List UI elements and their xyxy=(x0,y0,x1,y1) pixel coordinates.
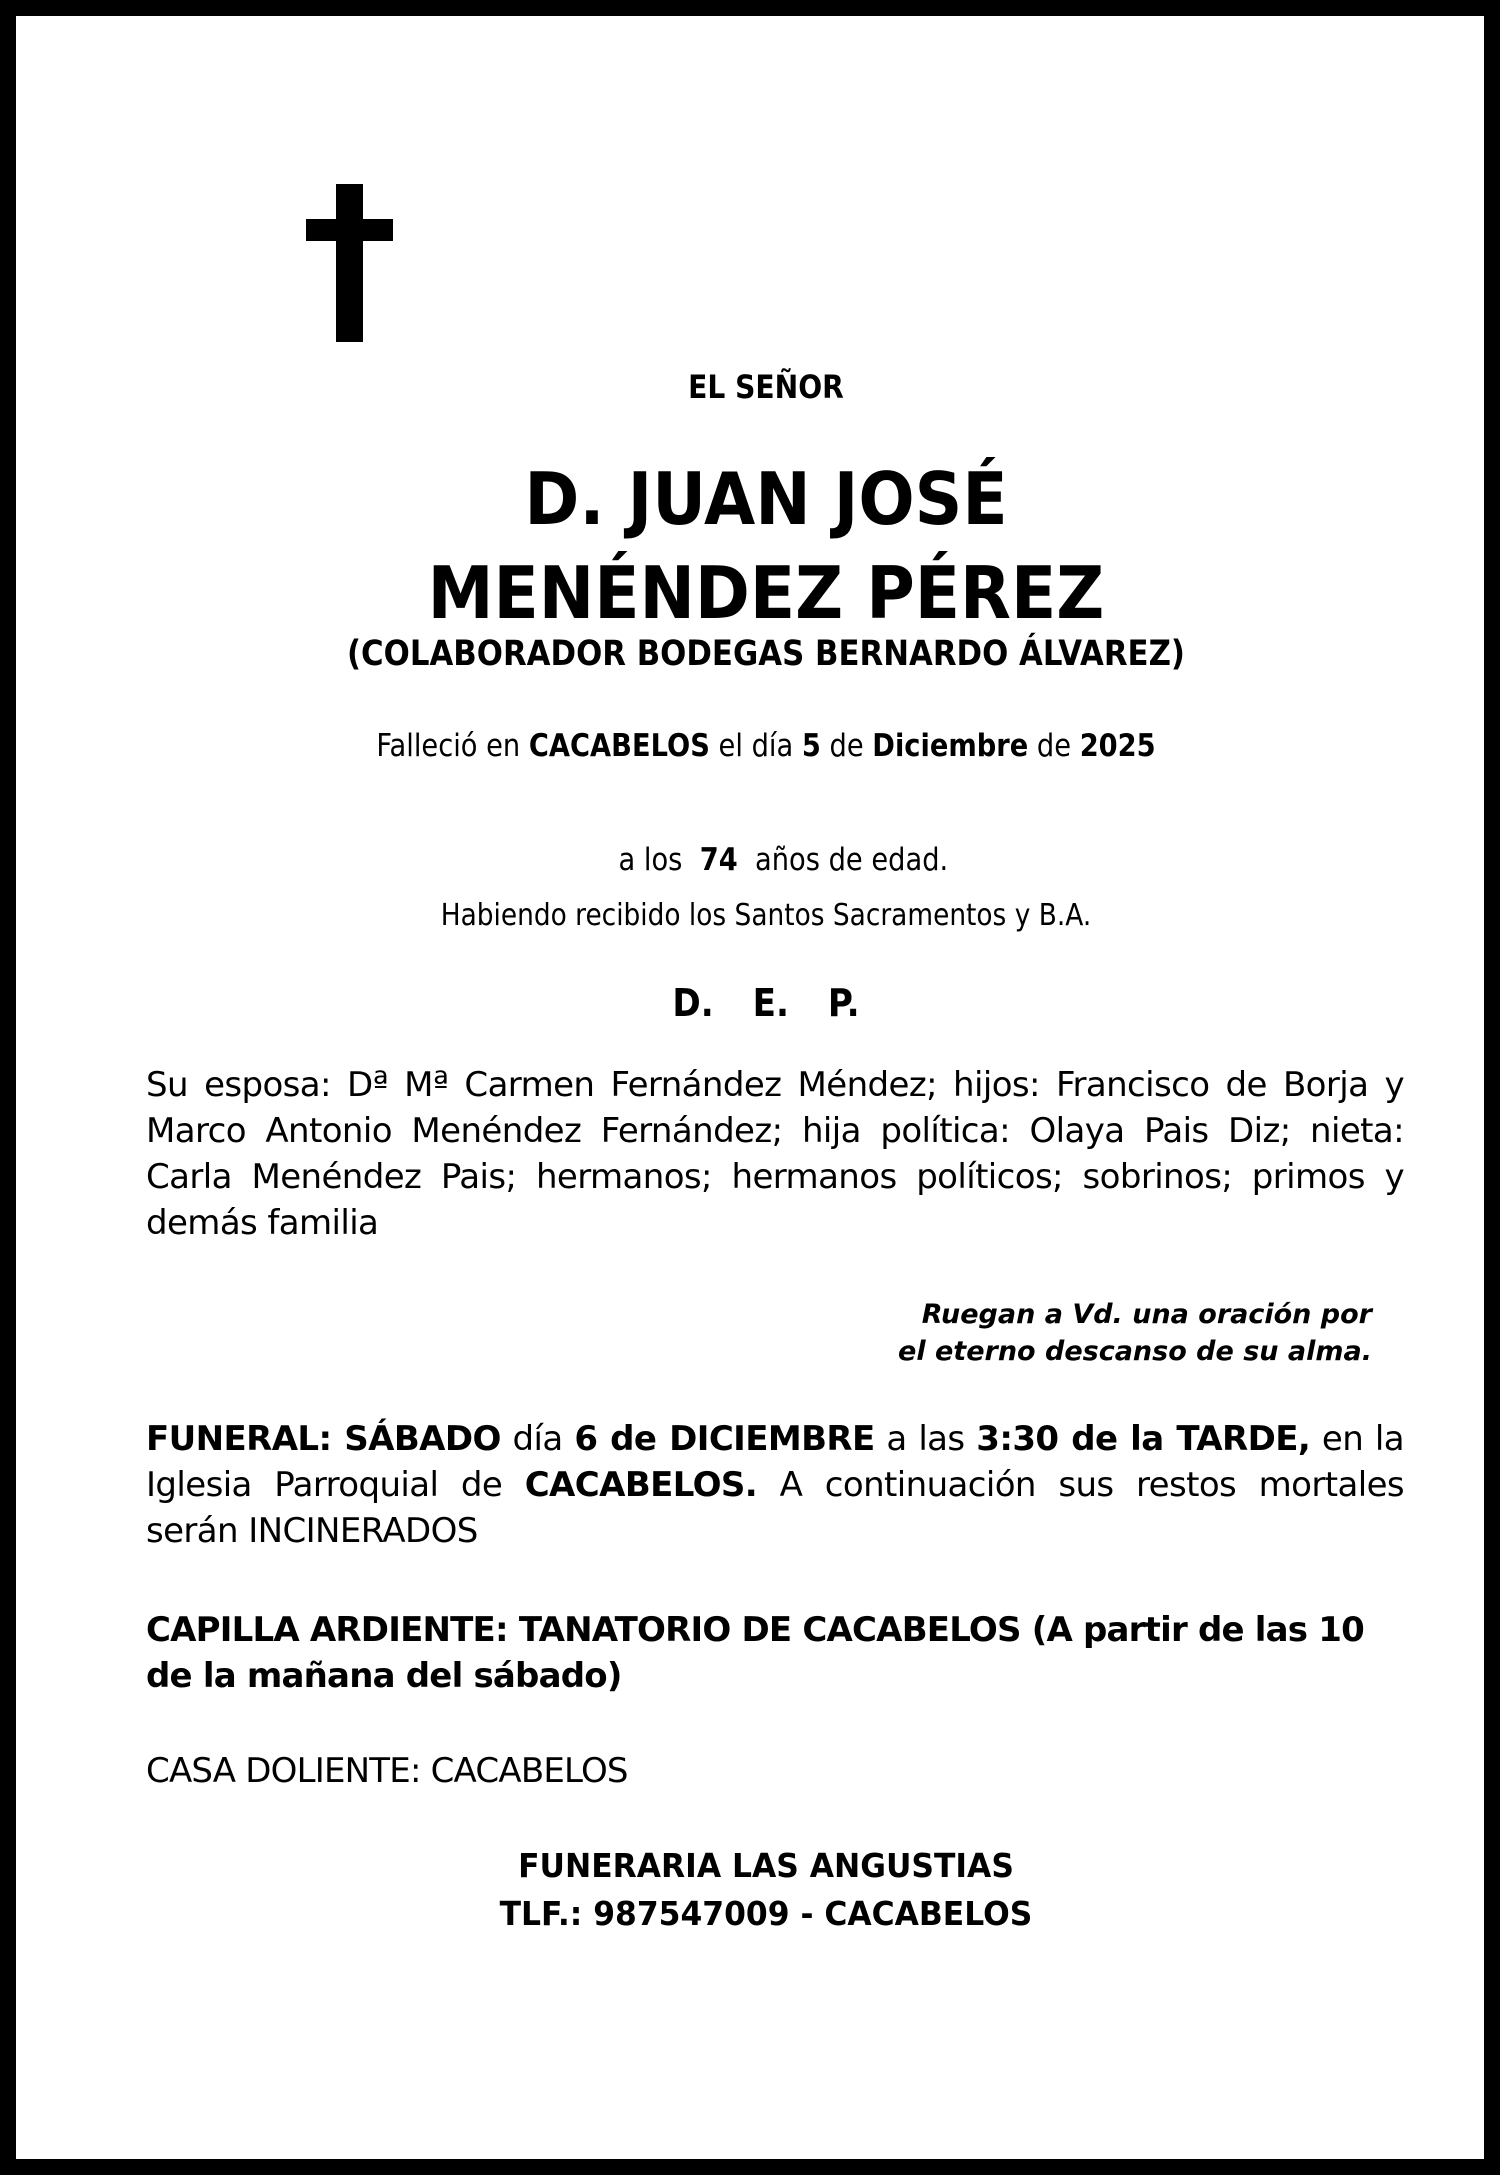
funeral-home xyxy=(54,1842,1479,1938)
deceased-name-line1: D. JUAN JOSÉ xyxy=(524,457,1008,541)
cross-vertical-bar xyxy=(336,184,363,342)
age-value: 74 xyxy=(699,842,738,878)
prayer-line2: el eterno descanso de su alma. xyxy=(898,1336,1372,1367)
death-month: Diciembre xyxy=(872,728,1029,764)
prayer-request xyxy=(898,1296,1372,1370)
heading-title: EL SEÑOR xyxy=(688,368,844,406)
funeral-home-name: FUNERARIA LAS ANGUSTIAS xyxy=(518,1846,1014,1885)
death-mid3: de xyxy=(1028,728,1080,764)
funeral-t1: día xyxy=(500,1419,575,1459)
deceased-name xyxy=(76,452,1456,640)
death-year: 2025 xyxy=(1079,728,1156,764)
funeral-place: CACABELOS. xyxy=(524,1465,758,1505)
prayer-line1: Ruegan a Vd. una oración por xyxy=(921,1299,1372,1330)
affiliation: (COLABORADOR BODEGAS BERNARDO ÁLVAREZ) xyxy=(346,634,1186,674)
funeral-t4: A continuación sus restos mortales serán INCINERADOS xyxy=(146,1465,1405,1551)
funeral-home-contact: TLF.: 987547009 - CACABELOS xyxy=(499,1894,1033,1933)
death-prefix: Falleció en xyxy=(376,728,529,764)
funeral-date: 6 de DICIEMBRE xyxy=(574,1419,875,1459)
funeral-details xyxy=(146,1416,1404,1554)
dep-initials: D. E. P. xyxy=(672,981,860,1025)
death-mid1: el día xyxy=(709,728,802,764)
chapel-details: CAPILLA ARDIENTE: TANATORIO DE CACABELOS (A partir de las 10 de la mañana del sábado) xyxy=(146,1610,1364,1696)
death-place: CACABELOS xyxy=(528,728,710,764)
age-prefix: a los xyxy=(618,842,700,878)
family-list: Su esposa: Dª Mª Carmen Fernández Méndez; hijos: Francisco de Borja y Marco Antonio Menéndez Fernández; hija política: Olaya Pais Diz; nieta: Carla Menéndez Pais; hermanos; hermanos políticos; sobrinos; primos y demás familia xyxy=(146,1065,1404,1243)
sacraments-statement: Habiendo recibido los Santos Sacramentos y B.A. xyxy=(440,898,1092,933)
death-day: 5 xyxy=(801,728,821,764)
funeral-time: 3:30 de la TARDE, xyxy=(976,1419,1311,1459)
funeral-t3: en la Iglesia Parroquial de xyxy=(146,1419,1404,1505)
age-suffix: años de edad. xyxy=(737,842,949,878)
funeral-t2: a las xyxy=(874,1419,977,1459)
mourning-house: CASA DOLIENTE: CACABELOS xyxy=(146,1751,628,1791)
death-statement xyxy=(106,728,1426,764)
deceased-name-line2: MENÉNDEZ PÉREZ xyxy=(427,551,1105,635)
death-mid2: de xyxy=(820,728,873,764)
cross-horizontal-bar xyxy=(306,219,393,241)
funeral-label: FUNERAL: SÁBADO xyxy=(146,1419,501,1459)
latin-cross-icon xyxy=(306,184,393,342)
